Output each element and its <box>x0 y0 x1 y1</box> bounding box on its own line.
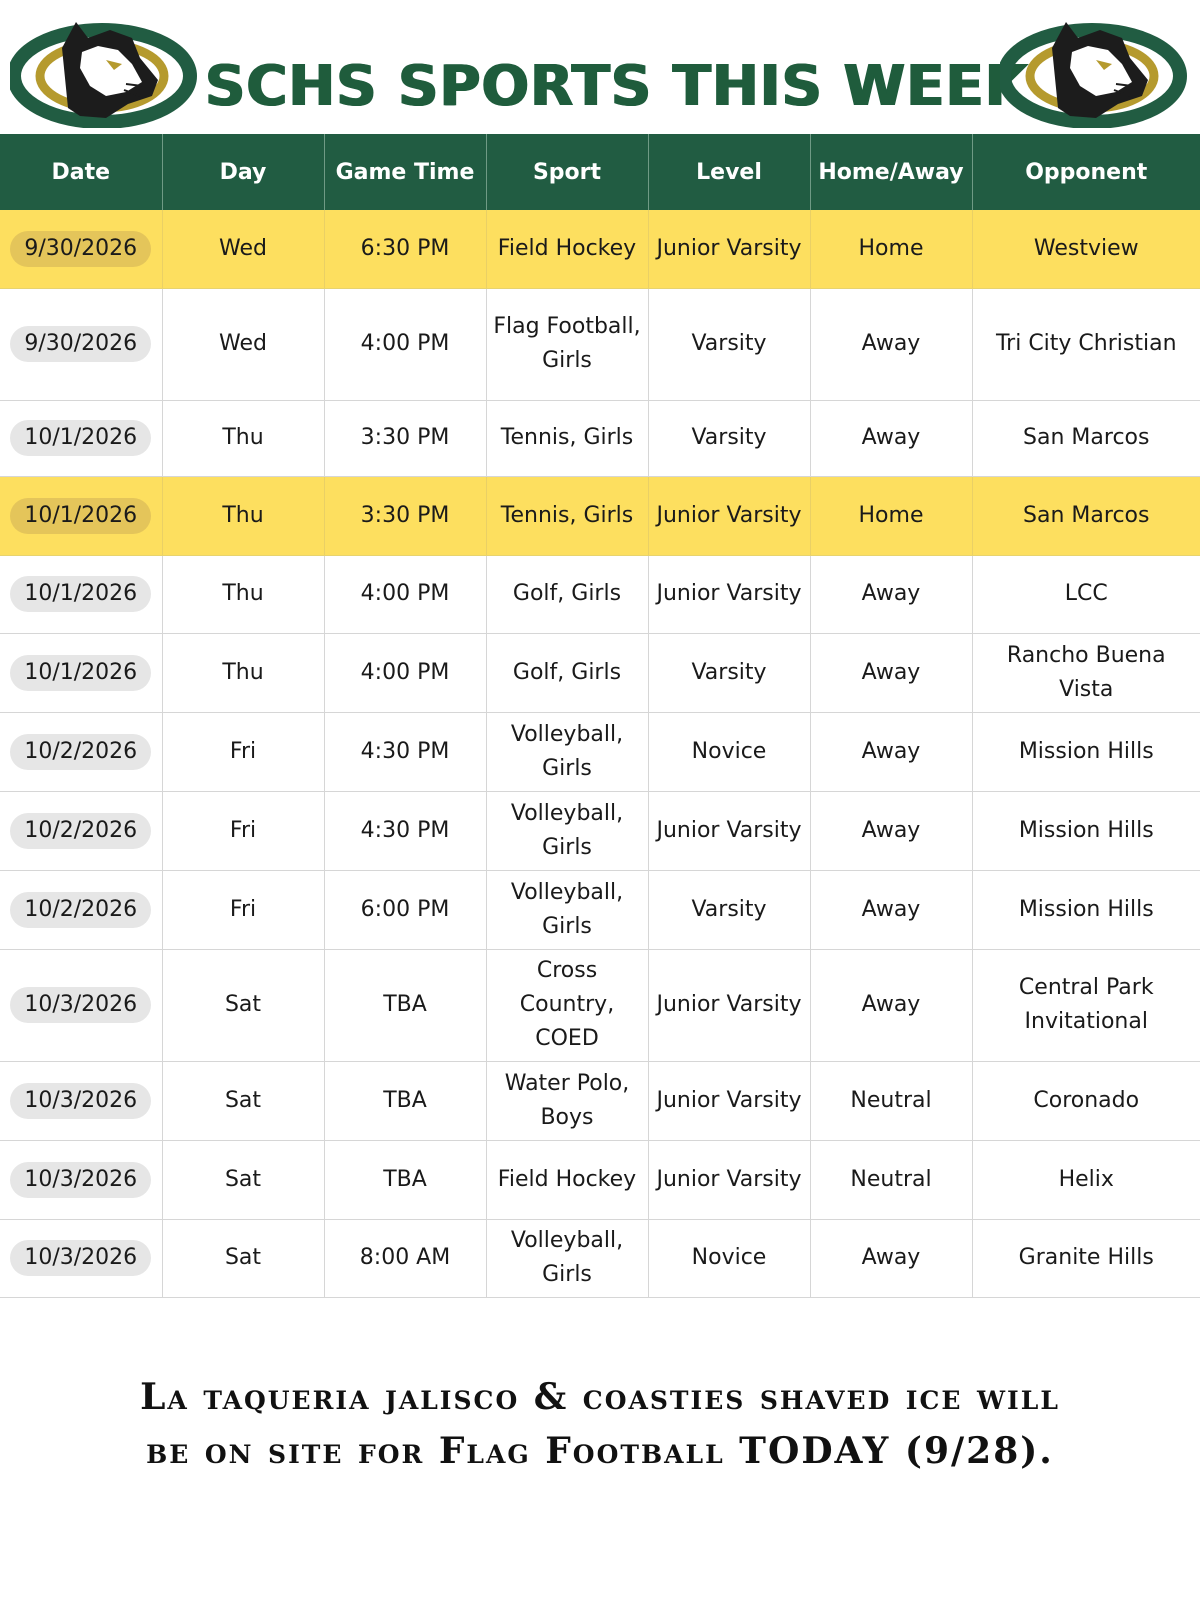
table-header-row <box>0 134 1200 210</box>
date-cell <box>0 633 162 712</box>
table-row <box>0 288 1200 400</box>
opponent-cell: Helix <box>972 1140 1200 1219</box>
date-pill: 10/1/2026 <box>10 655 151 691</box>
sport-cell: Golf, Girls <box>486 555 648 633</box>
opponent-cell: Tri City Christian <box>972 288 1200 400</box>
sport-cell: Cross Country, COED <box>486 949 648 1061</box>
sport-cell: Volleyball, Girls <box>486 791 648 870</box>
table-row <box>0 555 1200 633</box>
opponent-cell: Central Park Invitational <box>972 949 1200 1061</box>
date-cell <box>0 555 162 633</box>
level-cell: Junior Varsity <box>648 476 810 555</box>
day-cell: Wed <box>162 288 324 400</box>
sport-cell: Volleyball, Girls <box>486 870 648 949</box>
date-pill: 10/3/2026 <box>10 987 151 1023</box>
home-away-cell: Away <box>810 791 972 870</box>
date-pill: 10/1/2026 <box>10 498 151 534</box>
level-cell: Novice <box>648 712 810 791</box>
time-cell: 4:00 PM <box>324 633 486 712</box>
level-cell: Novice <box>648 1219 810 1297</box>
announcement-footer <box>0 1370 1200 1478</box>
day-cell: Sat <box>162 1061 324 1140</box>
sport-cell: Golf, Girls <box>486 633 648 712</box>
date-cell <box>0 870 162 949</box>
home-away-cell: Neutral <box>810 1140 972 1219</box>
date-pill: 10/1/2026 <box>10 576 151 612</box>
time-cell: 8:00 AM <box>324 1219 486 1297</box>
day-cell: Sat <box>162 1140 324 1219</box>
opponent-cell: San Marcos <box>972 400 1200 476</box>
table-row <box>0 476 1200 555</box>
level-cell: Varsity <box>648 288 810 400</box>
home-away-cell: Away <box>810 712 972 791</box>
day-cell: Sat <box>162 1219 324 1297</box>
opponent-cell: Mission Hills <box>972 712 1200 791</box>
day-cell: Thu <box>162 476 324 555</box>
table-row <box>0 1140 1200 1219</box>
sport-cell: Water Polo, Boys <box>486 1061 648 1140</box>
opponent-cell: Westview <box>972 210 1200 288</box>
date-cell <box>0 288 162 400</box>
date-cell <box>0 400 162 476</box>
announcement-line-2: be on site for Flag Football TODAY (9/28). <box>146 1430 1054 1472</box>
date-pill: 10/2/2026 <box>10 734 151 770</box>
date-cell <box>0 1061 162 1140</box>
date-cell <box>0 1140 162 1219</box>
column-header-home-away: Home/Away <box>810 134 972 210</box>
day-cell: Fri <box>162 791 324 870</box>
date-cell <box>0 791 162 870</box>
day-cell: Fri <box>162 870 324 949</box>
date-cell <box>0 1219 162 1297</box>
home-away-cell: Away <box>810 633 972 712</box>
table-row <box>0 210 1200 288</box>
sport-cell: Tennis, Girls <box>486 400 648 476</box>
announcement-line-1: La taqueria jalisco & coasties shaved ice will <box>140 1376 1060 1418</box>
column-header-opponent: Opponent <box>972 134 1200 210</box>
opponent-cell: LCC <box>972 555 1200 633</box>
level-cell: Junior Varsity <box>648 949 810 1061</box>
day-cell: Thu <box>162 400 324 476</box>
wildcat-logo-icon <box>1000 8 1190 128</box>
column-header-date: Date <box>0 134 162 210</box>
home-away-cell: Away <box>810 949 972 1061</box>
home-away-cell: Away <box>810 1219 972 1297</box>
date-cell <box>0 476 162 555</box>
level-cell: Junior Varsity <box>648 555 810 633</box>
day-cell: Thu <box>162 555 324 633</box>
day-cell: Wed <box>162 210 324 288</box>
day-cell: Sat <box>162 949 324 1061</box>
time-cell: 3:30 PM <box>324 400 486 476</box>
column-header-day: Day <box>162 134 324 210</box>
date-pill: 10/2/2026 <box>10 813 151 849</box>
date-cell <box>0 210 162 288</box>
page-header <box>0 0 1200 134</box>
table-row <box>0 870 1200 949</box>
column-header-sport: Sport <box>486 134 648 210</box>
time-cell: TBA <box>324 1140 486 1219</box>
level-cell: Varsity <box>648 870 810 949</box>
time-cell: 4:30 PM <box>324 791 486 870</box>
opponent-cell: San Marcos <box>972 476 1200 555</box>
level-cell: Junior Varsity <box>648 791 810 870</box>
table-row <box>0 400 1200 476</box>
table-row <box>0 791 1200 870</box>
date-pill: 10/3/2026 <box>10 1162 151 1198</box>
level-cell: Junior Varsity <box>648 1140 810 1219</box>
level-cell: Varsity <box>648 633 810 712</box>
wildcat-logo-icon <box>10 8 200 128</box>
time-cell: 6:00 PM <box>324 870 486 949</box>
time-cell: TBA <box>324 1061 486 1140</box>
home-away-cell: Home <box>810 476 972 555</box>
home-away-cell: Home <box>810 210 972 288</box>
date-pill: 10/2/2026 <box>10 892 151 928</box>
table-row <box>0 949 1200 1061</box>
home-away-cell: Away <box>810 555 972 633</box>
date-pill: 10/3/2026 <box>10 1083 151 1119</box>
opponent-cell: Granite Hills <box>972 1219 1200 1297</box>
level-cell: Junior Varsity <box>648 1061 810 1140</box>
date-cell <box>0 712 162 791</box>
opponent-cell: Coronado <box>972 1061 1200 1140</box>
sport-cell: Field Hockey <box>486 1140 648 1219</box>
schedule-table <box>0 134 1200 1298</box>
opponent-cell: Mission Hills <box>972 870 1200 949</box>
home-away-cell: Away <box>810 400 972 476</box>
home-away-cell: Away <box>810 870 972 949</box>
date-pill: 10/3/2026 <box>10 1240 151 1276</box>
time-cell: 3:30 PM <box>324 476 486 555</box>
table-row <box>0 633 1200 712</box>
day-cell: Fri <box>162 712 324 791</box>
level-cell: Junior Varsity <box>648 210 810 288</box>
date-pill: 9/30/2026 <box>10 326 151 362</box>
column-header-level: Level <box>648 134 810 210</box>
time-cell: 4:00 PM <box>324 288 486 400</box>
home-away-cell: Neutral <box>810 1061 972 1140</box>
time-cell: 4:30 PM <box>324 712 486 791</box>
date-pill: 9/30/2026 <box>10 231 151 267</box>
sport-cell: Tennis, Girls <box>486 476 648 555</box>
opponent-cell: Mission Hills <box>972 791 1200 870</box>
level-cell: Varsity <box>648 400 810 476</box>
home-away-cell: Away <box>810 288 972 400</box>
table-row <box>0 712 1200 791</box>
sport-cell: Flag Football, Girls <box>486 288 648 400</box>
date-cell <box>0 949 162 1061</box>
sport-cell: Volleyball, Girls <box>486 712 648 791</box>
table-row <box>0 1061 1200 1140</box>
time-cell: 6:30 PM <box>324 210 486 288</box>
column-header-game-time: Game Time <box>324 134 486 210</box>
time-cell: 4:00 PM <box>324 555 486 633</box>
opponent-cell: Rancho Buena Vista <box>972 633 1200 712</box>
sport-cell: Volleyball, Girls <box>486 1219 648 1297</box>
day-cell: Thu <box>162 633 324 712</box>
date-pill: 10/1/2026 <box>10 420 151 456</box>
page-title: SCHS SPORTS THIS WEEK <box>205 54 1030 119</box>
time-cell: TBA <box>324 949 486 1061</box>
sport-cell: Field Hockey <box>486 210 648 288</box>
table-row <box>0 1219 1200 1297</box>
